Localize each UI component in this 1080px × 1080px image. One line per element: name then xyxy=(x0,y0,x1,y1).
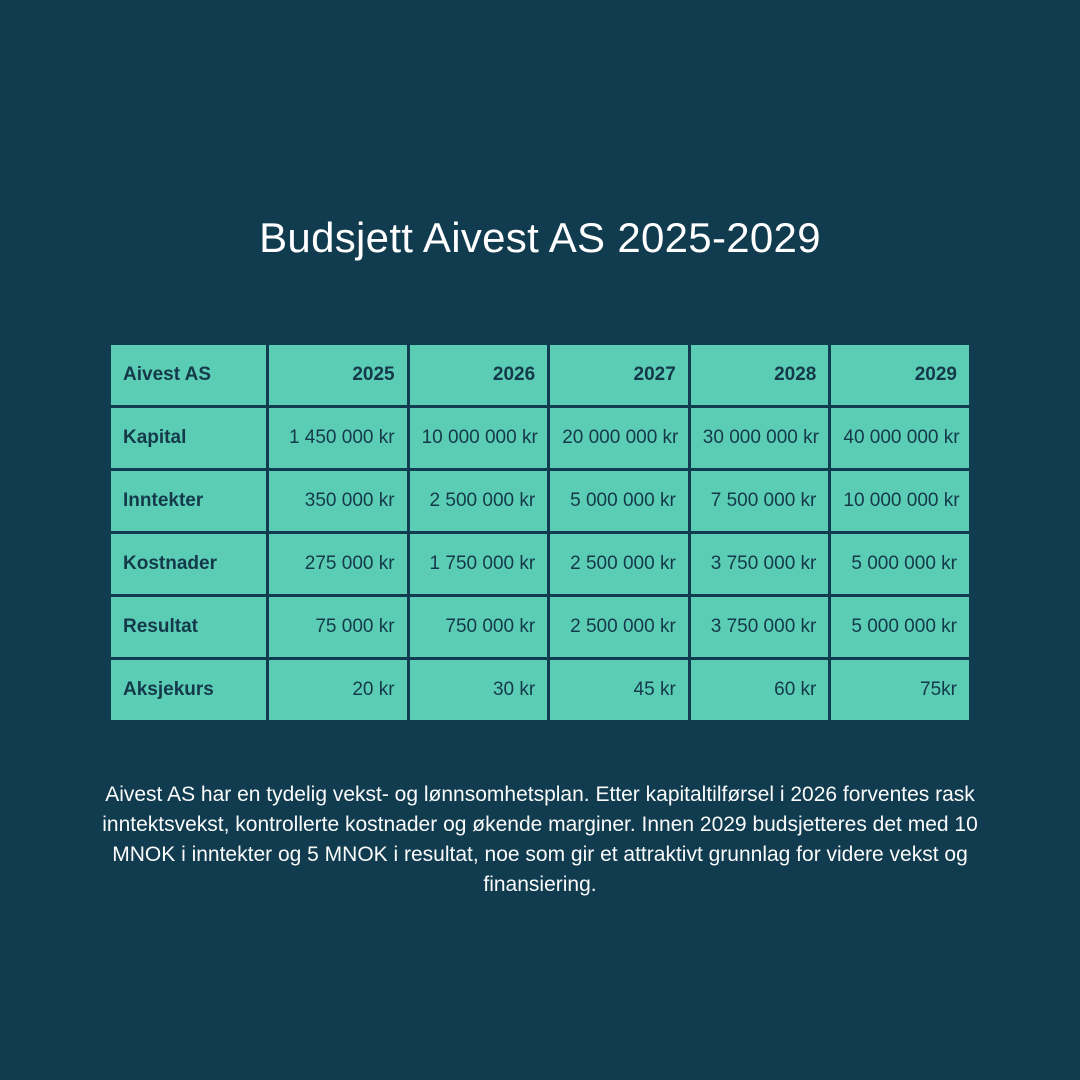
table-cell: 20 000 000 kr xyxy=(549,407,690,470)
table-cell: 350 000 kr xyxy=(268,470,409,533)
table-cell: 3 750 000 kr xyxy=(689,596,830,659)
table-cell: 10 000 000 kr xyxy=(830,470,971,533)
table-cell: 45 kr xyxy=(549,659,690,722)
table-cell: 10 000 000 kr xyxy=(408,407,549,470)
table-cell: 30 kr xyxy=(408,659,549,722)
table-cell: 1 750 000 kr xyxy=(408,533,549,596)
page-title: Budsjett Aivest AS 2025-2029 xyxy=(259,214,821,261)
table-row-kapital xyxy=(110,407,971,470)
table-header-year-2028: 2028 xyxy=(689,344,830,407)
row-label: Resultat xyxy=(110,596,268,659)
table-header-year-2027: 2027 xyxy=(549,344,690,407)
table-row-inntekter xyxy=(110,470,971,533)
table-header-year-2025: 2025 xyxy=(268,344,409,407)
table-cell: 75 000 kr xyxy=(268,596,409,659)
table-header-year-2026: 2026 xyxy=(408,344,549,407)
table-cell: 275 000 kr xyxy=(268,533,409,596)
table-cell: 40 000 000 kr xyxy=(830,407,971,470)
table-cell: 5 000 000 kr xyxy=(549,470,690,533)
table-cell: 60 kr xyxy=(689,659,830,722)
description-text: Aivest AS har en tydelig vekst- og lønnsomhetsplan. Etter kapitaltilførsel i 2026 forventes rask inntektsvekst, kontrollerte kostnader og økende marginer. Innen 2029 budsjetteres det med 10 MNOK i inntekter og 5 MNOK i resultat, noe som gir et attraktivt grunnlag for videre vekst og finansiering. xyxy=(102,783,978,896)
table-cell: 75kr xyxy=(830,659,971,722)
table-cell: 5 000 000 kr xyxy=(830,596,971,659)
table-cell: 30 000 000 kr xyxy=(689,407,830,470)
table-cell: 7 500 000 kr xyxy=(689,470,830,533)
budget-table xyxy=(108,342,972,723)
table-cell: 20 kr xyxy=(268,659,409,722)
table-header-row xyxy=(110,344,971,407)
row-label: Kostnader xyxy=(110,533,268,596)
budget-table-container xyxy=(108,342,972,723)
table-cell: 1 450 000 kr xyxy=(268,407,409,470)
row-label: Inntekter xyxy=(110,470,268,533)
row-label: Kapital xyxy=(110,407,268,470)
table-row-resultat xyxy=(110,596,971,659)
table-cell: 5 000 000 kr xyxy=(830,533,971,596)
table-header-year-2029: 2029 xyxy=(830,344,971,407)
table-row-kostnader xyxy=(110,533,971,596)
table-cell: 2 500 000 kr xyxy=(549,533,690,596)
table-cell: 2 500 000 kr xyxy=(408,470,549,533)
row-label: Aksjekurs xyxy=(110,659,268,722)
table-header-company: Aivest AS xyxy=(110,344,268,407)
table-cell: 3 750 000 kr xyxy=(689,533,830,596)
table-cell: 2 500 000 kr xyxy=(549,596,690,659)
table-row-aksjekurs xyxy=(110,659,971,722)
table-cell: 750 000 kr xyxy=(408,596,549,659)
